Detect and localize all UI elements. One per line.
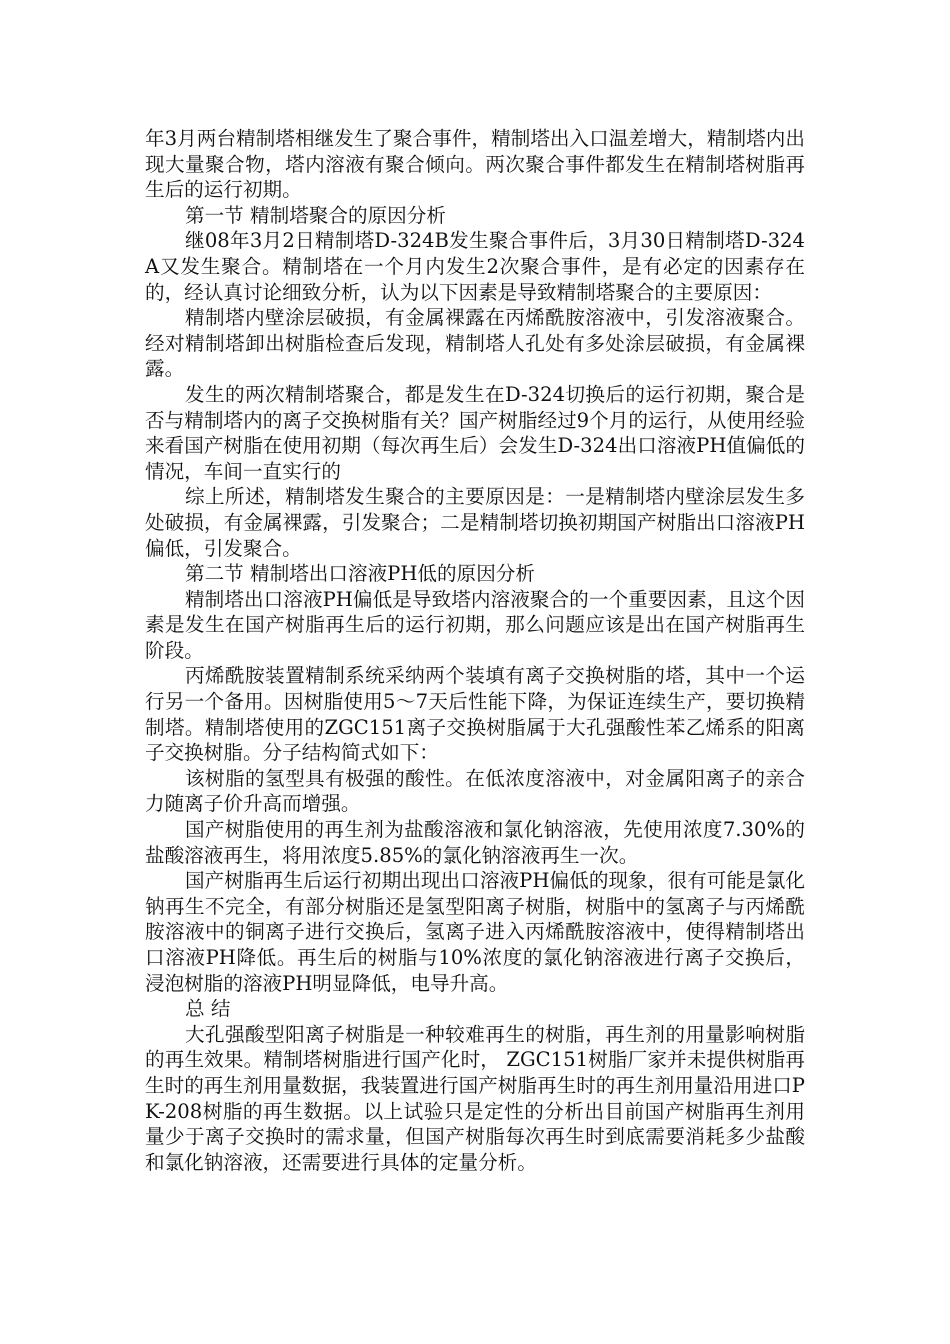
section-heading: 第一节 精制塔聚合的原因分析 (185, 203, 446, 227)
paragraph: 继08年3月2日精制塔D-324B发生聚合事件后，3月30日精制塔D-324A又发生聚合。精制塔在一个月内发生2次聚合事件，是有必定的因素存在的，经认真讨论细致分析，认为以下因素是导致精制塔聚合的主要原因： (145, 229, 805, 304)
paragraph: 大孔强酸型阳离子树脂是一种较难再生的树脂，再生剂的用量影响树脂的再生效果。精制塔树脂进行国产化时， ZGC151树脂厂家并未提供树脂再生时的再生剂用量数据，我装置进行国产树脂再生时的再生剂用量沿用进口PK-208树脂的再生数据。以上试验只是定性的分析出目前国产树脂再生剂用量少于离子交换时的需求量，但国产树脂每次再生时到底需要消耗多少盐酸和氯化钠溶液，还需要进行具体的定量分析。 (145, 1022, 805, 1174)
paragraph: 精制塔出口溶液PH偏低是导致塔内溶液聚合的一个重要因素，且这个因素是发生在国产树脂再生后的运行初期，那么问题应该是出在国产树脂再生阶段。 (145, 587, 805, 662)
paragraph: 国产树脂再生后运行初期出现出口溶液PH偏低的现象，很有可能是氯化钠再生不完全，有部分树脂还是氢型阳离子树脂，树脂中的氢离子与丙烯酰胺溶液中的铜离子进行交换后，氢离子进入丙烯酰胺溶液中，使得精制塔出口溶液PH降低。再生后的树脂与10%浓度的氯化钠溶液进行离子交换后，浸泡树脂的溶液PH明显降低，电导升高。 (145, 869, 805, 995)
paragraph: 国产树脂使用的再生剂为盐酸溶液和氯化钠溶液，先使用浓度7.30%的盐酸溶液再生，将用浓度5.85%的氯化钠溶液再生一次。 (145, 818, 805, 867)
section-heading: 第二节 精制塔出口溶液PH低的原因分析 (185, 562, 535, 586)
paragraph: 精制塔内壁涂层破损，有金属裸露在丙烯酰胺溶液中，引发溶液聚合。经对精制塔卸出树脂检查后发现，精制塔人孔处有多处涂层破损，有金属裸露。 (145, 306, 805, 381)
paragraph: 综上所述，精制塔发生聚合的主要原因是：一是精制塔内壁涂层发生多处破损，有金属裸露，引发聚合；二是精制塔切换初期国产树脂出口溶液PH偏低，引发聚合。 (145, 485, 805, 560)
paragraph: 丙烯酰胺装置精制系统采纳两个装填有离子交换树脂的塔，其中一个运行另一个备用。因树脂使用5～7天后性能下降，为保证连续生产，要切换精制塔。精制塔使用的ZGC151离子交换树脂属于大孔强酸性苯乙烯系的阳离子交换树脂。分子结构简式如下： (145, 664, 805, 765)
paragraph: 该树脂的氢型具有极强的酸性。在低浓度溶液中，对金属阳离子的亲合力随离子价升高而增强。 (145, 766, 805, 816)
summary-heading: 总 结 (185, 997, 231, 1021)
paragraph: 年3月两台精制塔相继发生了聚合事件，精制塔出入口温差增大，精制塔内出现大量聚合物，塔内溶液有聚合倾向。两次聚合事件都发生在精制塔树脂再生后的运行初期。 (145, 127, 805, 202)
document-body (145, 126, 805, 1175)
paragraph: 发生的两次精制塔聚合，都是发生在D-324切换后的运行初期，聚合是否与精制塔内的离子交换树脂有关？国产树脂经过9个月的运行，从使用经验来看国产树脂在使用初期（每次再生后）会发生D-324出口溶液PH值偏低的情况，车间一直实行的 (145, 382, 805, 483)
